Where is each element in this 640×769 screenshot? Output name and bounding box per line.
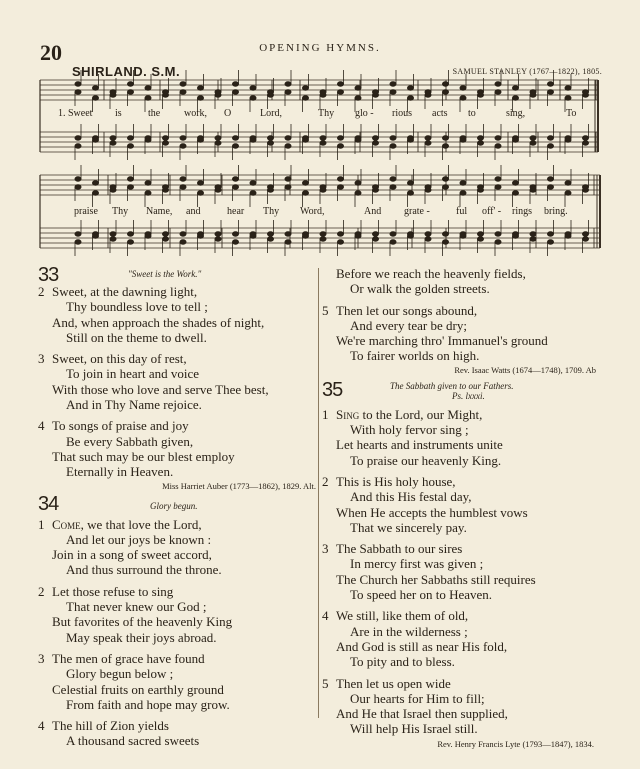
note-head — [198, 96, 204, 100]
lyric: To — [566, 108, 577, 119]
note-head — [513, 86, 519, 90]
note-head — [513, 138, 519, 142]
note-head — [338, 82, 344, 86]
note-head — [93, 138, 99, 142]
hymn-number: 34 — [38, 492, 59, 515]
lyric: and — [186, 206, 201, 217]
note-head — [390, 90, 396, 94]
note-head — [303, 181, 309, 185]
note-head — [75, 232, 81, 236]
note-head — [93, 96, 99, 100]
note-head — [233, 177, 239, 181]
note-head — [110, 188, 116, 192]
note-head — [215, 136, 221, 140]
lyric: to — [468, 108, 476, 119]
note-head — [145, 86, 151, 90]
note-head — [495, 144, 501, 148]
note-head — [75, 82, 81, 86]
note-head — [285, 144, 291, 148]
note-head — [268, 141, 274, 145]
note-head — [180, 136, 186, 140]
verse: 1 Come, we that love the Lord, And let our joys be known : Join in a song of sweet accord, And thus surround the throne. — [38, 516, 222, 578]
note-head — [338, 136, 344, 140]
note-head — [163, 188, 169, 192]
note-head — [110, 237, 116, 241]
note-head — [530, 136, 536, 140]
note-head — [355, 191, 361, 195]
note-head — [215, 188, 221, 192]
note-head — [583, 232, 589, 236]
note-head — [408, 234, 414, 238]
note-head — [565, 86, 571, 90]
attribution: Miss Harriet Auber (1773—1862), 1829. Alt. — [162, 480, 316, 491]
note-head — [145, 96, 151, 100]
note-head — [93, 86, 99, 90]
note-head — [303, 86, 309, 90]
note-head — [495, 136, 501, 140]
note-head — [583, 237, 589, 241]
note-head — [338, 90, 344, 94]
lyric: Thy — [318, 108, 335, 119]
lyric: 1. Sweet — [58, 108, 93, 119]
note-head — [145, 234, 151, 238]
note-head — [233, 185, 239, 189]
note-head — [303, 191, 309, 195]
verse: 5 Then let our songs abound, And every tear be dry; We're marching thro' Immanuel's ground To fairer worlds on high. — [322, 302, 548, 364]
note-head — [478, 188, 484, 192]
note-head — [250, 138, 256, 142]
lyric: Lord, — [260, 108, 282, 119]
verse: 2 Let those refuse to sing That never knew our God ; But favorites of the heavenly King May speak their joys abroad. — [38, 583, 233, 645]
note-head — [355, 234, 361, 238]
note-head — [163, 136, 169, 140]
note-head — [285, 232, 291, 236]
note-head — [285, 90, 291, 94]
note-head — [303, 96, 309, 100]
note-head — [338, 232, 344, 236]
note-head — [233, 82, 239, 86]
note-head — [443, 240, 449, 244]
note-head — [128, 82, 134, 86]
note-head — [390, 232, 396, 236]
note-head — [268, 232, 274, 236]
music-score — [0, 0, 640, 260]
note-head — [128, 232, 134, 236]
note-head — [478, 141, 484, 145]
note-head — [443, 177, 449, 181]
note-head — [408, 191, 414, 195]
lyric: is — [115, 108, 122, 119]
note-head — [583, 136, 589, 140]
note-head — [338, 177, 344, 181]
note-head — [548, 232, 554, 236]
note-head — [583, 141, 589, 145]
note-head — [285, 240, 291, 244]
note-head — [215, 232, 221, 236]
note-head — [128, 177, 134, 181]
attribution: Rev. Henry Francis Lyte (1793—1847), 1834. — [437, 738, 594, 749]
note-head — [390, 185, 396, 189]
note-head — [513, 234, 519, 238]
verse: 1 Sing to the Lord, our Might, With holy fervor sing ; Let hearts and instruments unite To praise our heavenly King. — [322, 406, 503, 468]
note-head — [75, 177, 81, 181]
note-head — [145, 181, 151, 185]
note-head — [425, 188, 431, 192]
note-head — [285, 185, 291, 189]
note-head — [513, 181, 519, 185]
note-head — [390, 136, 396, 140]
note-head — [443, 185, 449, 189]
lyric: rious — [392, 108, 412, 119]
note-head — [128, 136, 134, 140]
note-head — [93, 191, 99, 195]
note-head — [373, 93, 379, 97]
hymn-title: The Sabbath given to our Fathers. — [390, 380, 514, 391]
note-head — [128, 90, 134, 94]
note-head — [180, 240, 186, 244]
note-head — [163, 232, 169, 236]
note-head — [233, 136, 239, 140]
note-head — [233, 240, 239, 244]
note-head — [233, 90, 239, 94]
verse: 2 This is His holy house, And this His festal day, When He accepts the humblest vows That we sincerely pay. — [322, 473, 528, 535]
lyric: sing, — [506, 108, 526, 119]
note-head — [198, 191, 204, 195]
note-head — [565, 96, 571, 100]
verse-continuation: Before we reach the heavenly fields, Or walk the golden streets. — [336, 266, 526, 297]
note-head — [163, 93, 169, 97]
lyric: ful — [456, 206, 468, 217]
note-head — [110, 141, 116, 145]
tune-composer: SAMUEL STANLEY (1767—1822), 1805. — [452, 67, 602, 76]
note-head — [495, 82, 501, 86]
note-head — [548, 82, 554, 86]
lyric: hear — [227, 206, 245, 217]
lyric: Thy — [112, 206, 129, 217]
note-head — [425, 141, 431, 145]
note-head — [478, 232, 484, 236]
note-head — [320, 188, 326, 192]
hymn-number: 35 — [322, 378, 343, 401]
note-head — [548, 144, 554, 148]
note-head — [495, 240, 501, 244]
note-head — [320, 136, 326, 140]
lyric: Name, — [146, 206, 173, 217]
note-head — [408, 138, 414, 142]
lyric: rings — [512, 206, 532, 217]
note-head — [548, 177, 554, 181]
note-head — [215, 237, 221, 241]
note-head — [565, 181, 571, 185]
note-head — [93, 181, 99, 185]
note-head — [460, 96, 466, 100]
note-head — [303, 138, 309, 142]
note-head — [128, 144, 134, 148]
verse: 4 The hill of Zion yields A thousand sacred sweets — [38, 718, 200, 749]
note-head — [145, 138, 151, 142]
note-head — [180, 144, 186, 148]
lyric: Word, — [300, 206, 325, 217]
note-head — [478, 136, 484, 140]
lyric: off' - — [482, 206, 502, 217]
note-head — [285, 177, 291, 181]
verse: 4 To songs of praise and joy Be every Sabbath given, That such may be our blest employ Eternally in Heaven. — [38, 418, 235, 480]
note-head — [75, 136, 81, 140]
note-head — [233, 232, 239, 236]
note-head — [530, 141, 536, 145]
lyric: acts — [432, 108, 448, 119]
tune-name: SHIRLAND. S.M. — [72, 64, 181, 79]
page-number: 20 — [40, 40, 62, 65]
note-head — [565, 138, 571, 142]
note-head — [530, 237, 536, 241]
note-head — [215, 141, 221, 145]
verse: 3 The Sabbath to our sires In mercy first was given ; The Church her Sabbaths still requires To speed her on to Heaven. — [322, 541, 536, 603]
lyric: the — [148, 108, 161, 119]
note-head — [180, 177, 186, 181]
note-head — [495, 177, 501, 181]
note-head — [110, 93, 116, 97]
note-head — [443, 82, 449, 86]
note-head — [75, 185, 81, 189]
note-head — [390, 240, 396, 244]
note-head — [548, 136, 554, 140]
note-head — [355, 138, 361, 142]
note-head — [583, 93, 589, 97]
note-head — [320, 237, 326, 241]
note-head — [425, 93, 431, 97]
note-head — [478, 237, 484, 241]
hymn-title: "Sweet is the Work." — [128, 269, 202, 279]
note-head — [355, 96, 361, 100]
note-head — [215, 93, 221, 97]
note-head — [530, 232, 536, 236]
lyric: O — [224, 108, 232, 119]
hymn-number: 33 — [38, 264, 59, 286]
note-head — [425, 232, 431, 236]
note-head — [338, 185, 344, 189]
lyric: praise — [74, 206, 98, 217]
lyric: work, — [184, 108, 208, 119]
note-head — [250, 96, 256, 100]
note-head — [198, 181, 204, 185]
lyric: grate - — [404, 206, 430, 217]
note-head — [495, 90, 501, 94]
note-head — [320, 141, 326, 145]
note-head — [373, 141, 379, 145]
note-head — [548, 90, 554, 94]
note-head — [548, 185, 554, 189]
note-head — [495, 185, 501, 189]
note-head — [145, 191, 151, 195]
note-head — [180, 185, 186, 189]
note-head — [268, 237, 274, 241]
note-head — [513, 191, 519, 195]
note-head — [128, 185, 134, 189]
note-head — [373, 188, 379, 192]
verse: 4 We still, like them of old, Are in the wilderness ; And God is still as near His fold, To pity and to bless. — [322, 608, 508, 670]
note-head — [110, 136, 116, 140]
left-column — [38, 266, 318, 749]
note-head — [513, 96, 519, 100]
note-head — [268, 188, 274, 192]
note-head — [425, 237, 431, 241]
verse: 3 The men of grace have found Glory begun below ; Celestial fruits on earthly ground From faith and hope may grow. — [38, 650, 230, 712]
note-head — [390, 144, 396, 148]
note-head — [530, 93, 536, 97]
note-head — [530, 188, 536, 192]
note-head — [443, 136, 449, 140]
note-head — [268, 136, 274, 140]
note-head — [250, 86, 256, 90]
note-head — [180, 82, 186, 86]
note-head — [373, 136, 379, 140]
note-head — [285, 136, 291, 140]
column-divider — [318, 268, 319, 718]
note-head — [163, 141, 169, 145]
note-head — [408, 86, 414, 90]
note-head — [390, 82, 396, 86]
verse: 3 Sweet, on this day of rest, To join in heart and voice With those who love and serve Thee best, And in Thy Name rejoice. — [38, 351, 269, 413]
note-head — [75, 90, 81, 94]
note-head — [583, 188, 589, 192]
note-head — [460, 138, 466, 142]
note-head — [478, 93, 484, 97]
note-head — [180, 90, 186, 94]
note-head — [548, 240, 554, 244]
note-head — [443, 90, 449, 94]
note-head — [373, 232, 379, 236]
note-head — [75, 240, 81, 244]
note-head — [233, 144, 239, 148]
note-head — [408, 96, 414, 100]
note-head — [373, 237, 379, 241]
note-head — [460, 234, 466, 238]
note-head — [198, 86, 204, 90]
note-head — [128, 240, 134, 244]
note-head — [250, 234, 256, 238]
note-head — [93, 234, 99, 238]
note-head — [198, 234, 204, 238]
note-head — [303, 234, 309, 238]
lyric: Thy — [263, 206, 280, 217]
hymn-reference: Ps. lxxxi. — [452, 390, 485, 401]
note-head — [75, 144, 81, 148]
right-column — [322, 266, 604, 749]
running-title: OPENING HYMNS. — [259, 42, 381, 54]
note-head — [250, 191, 256, 195]
note-head — [460, 181, 466, 185]
hymn-title: Glory begun. — [150, 500, 198, 511]
note-head — [443, 144, 449, 148]
note-head — [110, 232, 116, 236]
attribution: Rev. Isaac Watts (1674—1748), 1709. Ab — [454, 364, 596, 375]
note-head — [565, 191, 571, 195]
note-head — [338, 240, 344, 244]
note-head — [163, 237, 169, 241]
note-head — [390, 177, 396, 181]
note-head — [320, 93, 326, 97]
lyric: bring. — [544, 206, 568, 217]
note-head — [180, 232, 186, 236]
note-head — [355, 181, 361, 185]
note-head — [495, 232, 501, 236]
note-head — [250, 181, 256, 185]
note-head — [408, 181, 414, 185]
lyric: And — [364, 206, 382, 217]
note-head — [425, 136, 431, 140]
verse: 5 Then let us open wide Our hearts for Him to fill; And He that Israel then supplied, Will help His Israel still. — [322, 675, 508, 737]
note-head — [285, 82, 291, 86]
note-head — [320, 232, 326, 236]
note-head — [355, 86, 361, 90]
note-head — [460, 86, 466, 90]
lyric: glo - — [355, 108, 374, 119]
note-head — [460, 191, 466, 195]
note-head — [338, 144, 344, 148]
verse: 2 Sweet, at the dawning light, Thy boundless love to tell ; And, when approach the shades of night, Still on the theme to dwell. — [38, 284, 265, 345]
note-head — [268, 93, 274, 97]
note-head — [443, 232, 449, 236]
note-head — [565, 234, 571, 238]
note-head — [198, 138, 204, 142]
